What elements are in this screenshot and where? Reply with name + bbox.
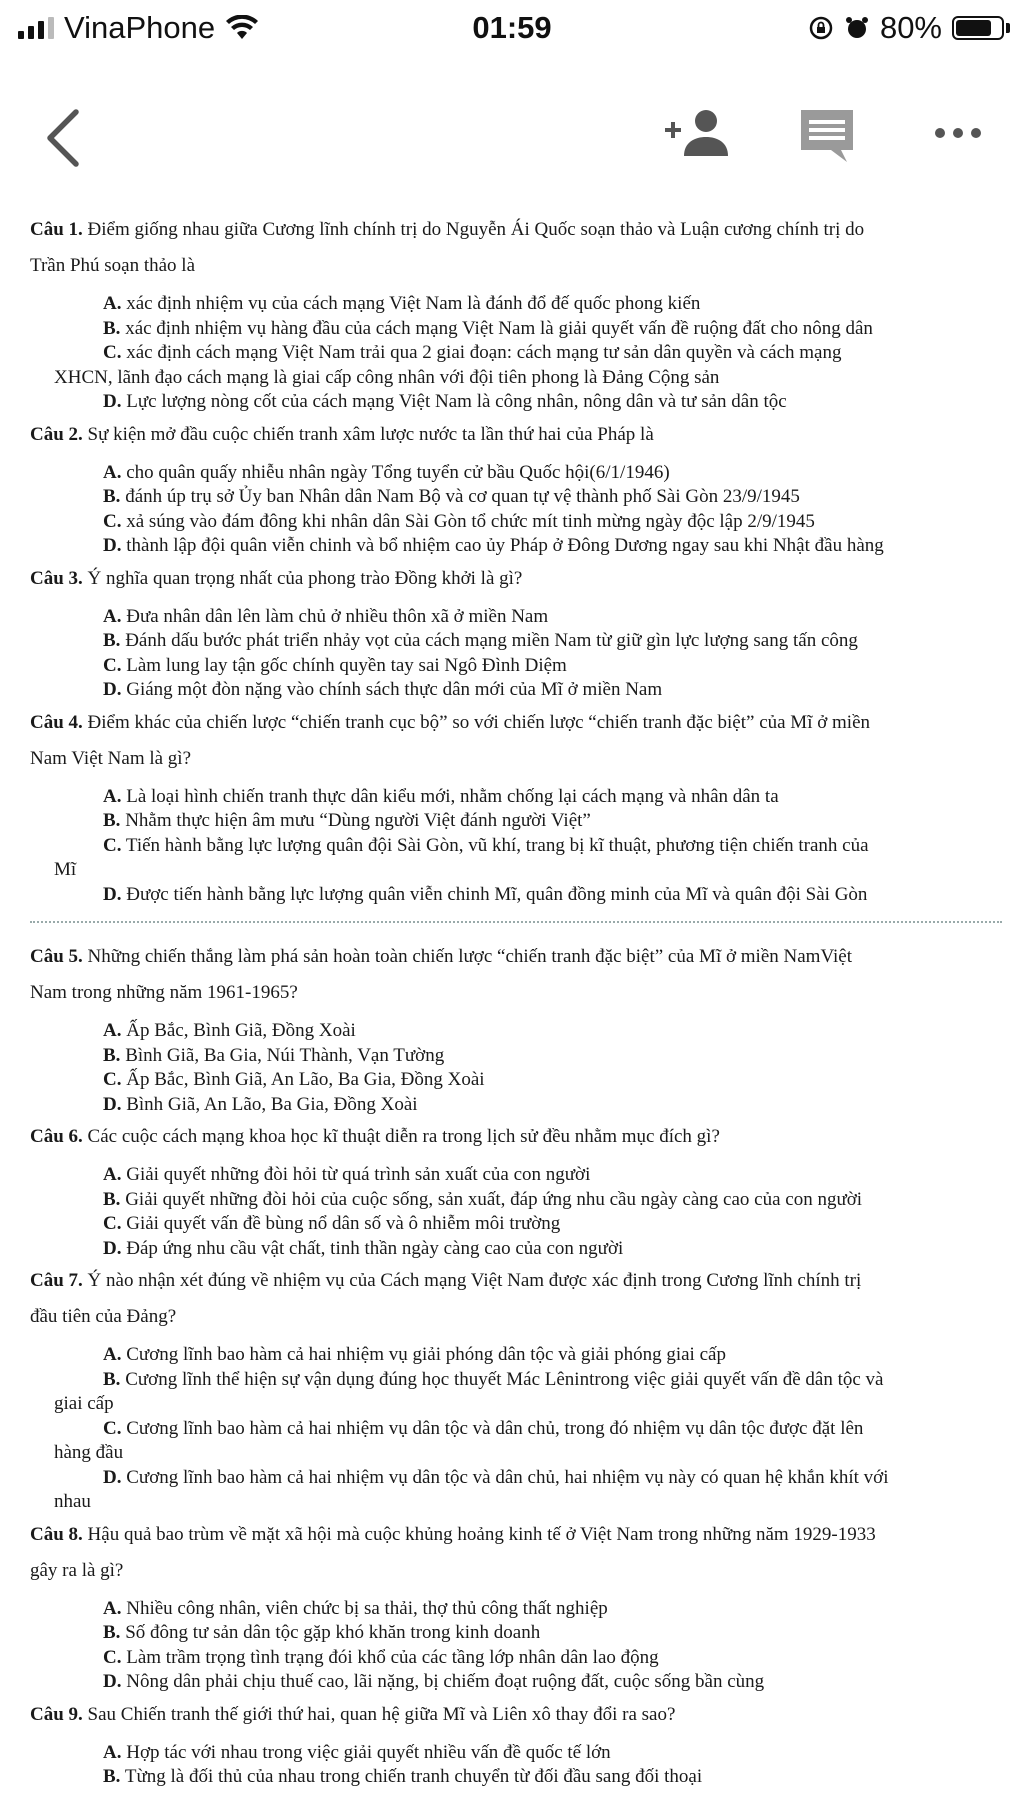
option-letter: A. bbox=[103, 1020, 122, 1041]
question-text: đầu tiên của Đảng? bbox=[30, 1306, 177, 1327]
answer-options bbox=[30, 1343, 1000, 1515]
answer-option-b bbox=[30, 1765, 1000, 1790]
option-text: Ấp Bắc, Bình Giã, Đồng Xoài bbox=[126, 1020, 356, 1041]
answer-option-d bbox=[30, 390, 1000, 415]
question-text-line bbox=[30, 218, 1000, 242]
option-text-continued: XHCN, lãnh đạo cách mạng là giai cấp công nhân với đội tiên phong là Đảng Cộng sản bbox=[54, 366, 720, 388]
option-text: Cương lĩnh bao hàm cả hai nhiệm vụ dân tộc và dân chủ, trong đó nhiệm vụ dân tộc được đặt lên bbox=[126, 1417, 864, 1439]
question-text: Hậu quả bao trùm về mặt xã hội mà cuộc khủng hoảng kinh tế ở Việt Nam trong những năm 1929-1933 bbox=[87, 1523, 876, 1545]
question-number: Câu 1. bbox=[30, 219, 83, 240]
question-text-line bbox=[30, 711, 1000, 735]
answer-option-c bbox=[30, 510, 1000, 535]
answer-option-c bbox=[30, 1068, 1000, 1093]
option-text: Được tiến hành bằng lực lượng quân viễn chinh Mĩ, quân đồng minh của Mĩ và quân đội Sài Gòn bbox=[126, 883, 868, 905]
option-text: Giải quyết vấn đề bùng nổ dân số và ô nhiễm môi trường bbox=[126, 1213, 561, 1234]
option-text: Đưa nhân dân lên làm chủ ở nhiều thôn xã ở miền Nam bbox=[126, 605, 549, 627]
battery-fill bbox=[956, 20, 991, 36]
back-button[interactable] bbox=[42, 108, 92, 168]
option-letter: B. bbox=[103, 1188, 121, 1210]
option-letter: B. bbox=[103, 1368, 121, 1390]
option-text: Ấp Bắc, Bình Giã, An Lão, Ba Gia, Đồng Xoài bbox=[126, 1069, 485, 1090]
option-letter: B. bbox=[103, 1766, 121, 1787]
battery-icon bbox=[952, 16, 1004, 40]
option-text: Giáng một đòn nặng vào chính sách thực dân mới của Mĩ ở miền Nam bbox=[126, 679, 663, 700]
document-content bbox=[30, 218, 1000, 1798]
option-text: Lực lượng nòng cốt của cách mạng Việt Nam là công nhân, nông dân và tư sản dân tộc bbox=[126, 391, 787, 412]
option-letter: D. bbox=[103, 1466, 122, 1488]
answer-option-d bbox=[30, 1237, 1000, 1262]
answer-option-b bbox=[30, 485, 1000, 510]
answer-option-a bbox=[30, 1343, 1000, 1368]
section-divider bbox=[30, 921, 1002, 923]
answer-option-a bbox=[30, 605, 1000, 630]
answer-option-c bbox=[30, 341, 1000, 390]
carrier-name: VinaPhone bbox=[64, 10, 216, 45]
option-text: Đáp ứng nhu cầu vật chất, tinh thần ngày càng cao của con người bbox=[126, 1237, 624, 1259]
answer-option-b bbox=[30, 1044, 1000, 1069]
option-text-continued: Mĩ bbox=[54, 859, 77, 880]
answer-options bbox=[30, 461, 1000, 559]
option-letter: D. bbox=[103, 1093, 122, 1115]
question-text: Nam trong những năm 1961-1965? bbox=[30, 982, 298, 1003]
question-number: Câu 8. bbox=[30, 1523, 83, 1545]
add-person-button[interactable] bbox=[664, 108, 730, 158]
option-letter: C. bbox=[103, 342, 122, 363]
answer-option-a bbox=[30, 461, 1000, 486]
option-text: xác định nhiệm vụ của cách mạng Việt Nam là đánh đổ đế quốc phong kiến bbox=[126, 293, 701, 314]
option-text: Tiến hành bằng lực lượng quân đội Sài Gòn, vũ khí, trang bị kĩ thuật, phương tiện chiến tranh của bbox=[125, 834, 869, 856]
option-text: Giải quyết những đòi hỏi của cuộc sống, sản xuất, đáp ứng nhu cầu ngày càng cao của con người bbox=[125, 1188, 863, 1210]
option-text: Hợp tác với nhau trong việc giải quyết nhiều vấn đề quốc tế lớn bbox=[126, 1741, 611, 1763]
comment-icon bbox=[797, 106, 857, 166]
question-number: Câu 7. bbox=[30, 1270, 83, 1291]
question-text: Sau Chiến tranh thế giới thứ hai, quan hệ giữa Mĩ và Liên xô thay đổi ra sao? bbox=[87, 1703, 676, 1725]
option-text: Đánh dấu bước phát triển nhảy vọt của cách mạng miền Nam từ giữ gìn lực lượng sang tấn công bbox=[125, 630, 858, 651]
more-horizontal-icon bbox=[932, 118, 984, 148]
option-text: Nhiều công nhân, viên chức bị sa thải, thợ thủ công thất nghiệp bbox=[126, 1597, 608, 1619]
question-7 bbox=[30, 1269, 1000, 1515]
answer-option-a bbox=[30, 292, 1000, 317]
option-text: xác định cách mạng Việt Nam trải qua 2 giai đoạn: cách mạng tư sản dân quyền và cách mạng bbox=[126, 342, 842, 363]
option-text: Bình Giã, Ba Gia, Núi Thành, Vạn Tường bbox=[125, 1044, 445, 1066]
option-text: Cương lĩnh thể hiện sự vận dụng đúng học thuyết Mác Lênintrong việc giải quyết vấn đề dân tộc và bbox=[125, 1368, 884, 1390]
question-8 bbox=[30, 1523, 1000, 1695]
answer-option-d bbox=[30, 1093, 1000, 1118]
option-letter: B. bbox=[103, 810, 121, 831]
option-letter: D. bbox=[103, 883, 122, 905]
option-letter: A. bbox=[103, 1741, 122, 1763]
battery-percent: 80% bbox=[879, 10, 942, 45]
question-text: Điểm khác của chiến lược “chiến tranh cục bộ” so với chiến lược “chiến tranh đặc biệt” của Mĩ ở miền bbox=[87, 711, 871, 733]
option-letter: C. bbox=[103, 1646, 122, 1668]
option-letter: D. bbox=[103, 679, 122, 700]
option-text-continued: hàng đầu bbox=[54, 1442, 124, 1463]
question-text: Các cuộc cách mạng khoa học kĩ thuật diễn ra trong lịch sử đều nhằm mục đích gì? bbox=[87, 1126, 720, 1147]
answer-option-c bbox=[30, 1212, 1000, 1237]
clock: 01:59 bbox=[472, 10, 552, 45]
question-text-line bbox=[30, 1269, 1000, 1293]
status-icons bbox=[808, 10, 1010, 46]
answer-options bbox=[30, 1019, 1000, 1117]
question-text: Những chiến thắng làm phá sản hoàn toàn chiến lược “chiến tranh đặc biệt” của Mĩ ở miền NamViệt bbox=[87, 946, 853, 967]
question-number: Câu 6. bbox=[30, 1126, 83, 1147]
option-letter: A. bbox=[103, 293, 122, 314]
status-bar bbox=[0, 0, 1024, 58]
question-number: Câu 3. bbox=[30, 567, 83, 589]
option-letter: D. bbox=[103, 391, 122, 412]
question-text-line bbox=[30, 747, 1000, 771]
option-letter: A. bbox=[103, 605, 122, 627]
question-text: Trần Phú soạn thảo là bbox=[30, 255, 196, 276]
question-number: Câu 4. bbox=[30, 711, 83, 733]
option-letter: C. bbox=[103, 654, 122, 676]
option-letter: D. bbox=[103, 1237, 122, 1259]
question-text: Ý nào nhận xét đúng về nhiệm vụ của Cách mạng Việt Nam được xác định trong Cương lĩnh chính trị bbox=[87, 1270, 862, 1291]
option-text: Cương lĩnh bao hàm cả hai nhiệm vụ giải phóng dân tộc và giải phóng giai cấp bbox=[126, 1344, 726, 1365]
option-letter: B. bbox=[103, 1622, 121, 1643]
option-letter: C. bbox=[103, 834, 122, 856]
answer-option-a bbox=[30, 1019, 1000, 1044]
question-5 bbox=[30, 945, 1000, 1117]
option-text: Số đông tư sản dân tộc gặp khó khăn trong kinh doanh bbox=[125, 1622, 541, 1643]
answer-option-d bbox=[30, 1466, 1000, 1515]
question-text: gây ra là gì? bbox=[30, 1559, 124, 1581]
question-text: Sự kiện mở đầu cuộc chiến tranh xâm lược nước ta lần thứ hai của Pháp là bbox=[87, 423, 654, 445]
answer-options bbox=[30, 785, 1000, 908]
option-letter: D. bbox=[103, 1671, 122, 1692]
add-person-icon bbox=[664, 108, 730, 158]
question-number: Câu 9. bbox=[30, 1703, 83, 1725]
answer-option-d bbox=[30, 534, 1000, 559]
option-letter: C. bbox=[103, 1213, 122, 1234]
option-letter: B. bbox=[103, 317, 121, 339]
battery-nub bbox=[1006, 23, 1010, 33]
question-text-line bbox=[30, 945, 1000, 969]
option-letter: A. bbox=[103, 1597, 122, 1619]
option-letter: A. bbox=[103, 1344, 122, 1365]
answer-option-b bbox=[30, 809, 1000, 834]
option-text: thành lập đội quân viễn chinh và bổ nhiệm cao ủy Pháp ở Đông Dương ngay sau khi Nhật đầu hàng bbox=[126, 535, 884, 556]
option-text: Từng là đối thủ của nhau trong chiến tranh chuyển từ đối đầu sang đối thoại bbox=[124, 1766, 703, 1787]
option-text: Làm trầm trọng tình trạng đói khổ của các tầng lớp nhân dân lao động bbox=[126, 1646, 659, 1668]
answer-option-d bbox=[30, 883, 1000, 908]
comment-button[interactable] bbox=[797, 106, 857, 166]
option-letter: B. bbox=[103, 486, 121, 507]
answer-option-c bbox=[30, 834, 1000, 883]
answer-option-b bbox=[30, 1188, 1000, 1213]
option-text-continued: nhau bbox=[54, 1491, 91, 1512]
question-text: Điểm giống nhau giữa Cương lĩnh chính trị do Nguyễn Ái Quốc soạn thảo và Luận cương chính trị do bbox=[87, 219, 865, 240]
option-text: Làm lung lay tận gốc chính quyền tay sai Ngô Đình Diệm bbox=[126, 654, 567, 676]
answer-option-b bbox=[30, 1621, 1000, 1646]
question-number: Câu 2. bbox=[30, 423, 83, 445]
answer-options bbox=[30, 1163, 1000, 1261]
option-text: Giải quyết những đòi hỏi từ quá trình sản xuất của con người bbox=[126, 1164, 591, 1185]
question-number: Câu 5. bbox=[30, 946, 83, 967]
question-text-line bbox=[30, 1523, 1000, 1547]
option-text: cho quân quấy nhiễu nhân ngày Tổng tuyển cử bầu Quốc hội(6/1/1946) bbox=[126, 461, 670, 483]
answer-option-d bbox=[30, 1670, 1000, 1695]
option-text: xả súng vào đám đông khi nhân dân Sài Gòn tổ chức mít tinh mừng ngày độc lập 2/9/1945 bbox=[126, 510, 815, 532]
option-text: Nông dân phải chịu thuế cao, lãi nặng, bị chiếm đoạt ruộng đất, cuộc sống bần cùng bbox=[126, 1671, 765, 1692]
option-letter: B. bbox=[103, 1044, 121, 1066]
question-text-line bbox=[30, 254, 1000, 278]
answer-option-c bbox=[30, 1646, 1000, 1671]
question-text-line bbox=[30, 981, 1000, 1005]
answer-option-b bbox=[30, 1368, 1000, 1417]
question-text-line bbox=[30, 567, 1000, 591]
question-1 bbox=[30, 218, 1000, 415]
answer-option-b bbox=[30, 629, 1000, 654]
option-text: Nhằm thực hiện âm mưu “Dùng người Việt đánh người Việt” bbox=[125, 810, 591, 831]
answer-options bbox=[30, 292, 1000, 415]
option-letter: A. bbox=[103, 461, 122, 483]
question-text-line bbox=[30, 1559, 1000, 1583]
answer-option-c bbox=[30, 1417, 1000, 1466]
option-text-continued: giai cấp bbox=[54, 1393, 114, 1414]
option-text: Cương lĩnh bao hàm cả hai nhiệm vụ dân tộc và dân chủ, hai nhiệm vụ này có quan hệ khắn khít với bbox=[126, 1466, 889, 1488]
option-letter: A. bbox=[103, 1164, 122, 1185]
option-text: Là loại hình chiến tranh thực dân kiểu mới, nhằm chống lại cách mạng và nhân dân ta bbox=[126, 785, 779, 807]
option-letter: A. bbox=[103, 785, 122, 807]
option-letter: C. bbox=[103, 1417, 122, 1439]
option-letter: C. bbox=[103, 510, 122, 532]
answer-options bbox=[30, 605, 1000, 703]
question-text: Ý nghĩa quan trọng nhất của phong trào Đồng khởi là gì? bbox=[87, 567, 523, 589]
option-text: Bình Giã, An Lão, Ba Gia, Đồng Xoài bbox=[126, 1093, 418, 1115]
option-letter: B. bbox=[103, 630, 121, 651]
option-text: đánh úp trụ sở Ủy ban Nhân dân Nam Bộ và cơ quan tự vệ thành phố Sài Gòn 23/9/1945 bbox=[125, 486, 800, 507]
answer-option-d bbox=[30, 678, 1000, 703]
question-text-line bbox=[30, 1305, 1000, 1329]
option-letter: C. bbox=[103, 1069, 122, 1090]
question-6 bbox=[30, 1125, 1000, 1261]
answer-option-c bbox=[30, 654, 1000, 679]
answer-options bbox=[30, 1741, 1000, 1790]
question-3 bbox=[30, 567, 1000, 703]
option-text: xác định nhiệm vụ hàng đầu của cách mạng Việt Nam là giải quyết vấn đề ruộng đất cho nông dân bbox=[125, 317, 873, 339]
answer-option-a bbox=[30, 1597, 1000, 1622]
question-text-line bbox=[30, 1125, 1000, 1149]
more-button[interactable] bbox=[932, 118, 984, 148]
question-4 bbox=[30, 711, 1000, 908]
chevron-left-icon bbox=[42, 108, 82, 168]
answer-option-a bbox=[30, 1163, 1000, 1188]
question-text-line bbox=[30, 423, 1000, 447]
option-letter: D. bbox=[103, 535, 122, 556]
answer-options bbox=[30, 1597, 1000, 1695]
question-text-line bbox=[30, 1703, 1000, 1727]
answer-option-b bbox=[30, 317, 1000, 342]
toolbar bbox=[0, 90, 1024, 182]
answer-option-a bbox=[30, 785, 1000, 810]
rotation-lock-icon bbox=[808, 15, 834, 41]
answer-option-a bbox=[30, 1741, 1000, 1766]
alarm-icon bbox=[844, 15, 870, 41]
question-text: Nam Việt Nam là gì? bbox=[30, 747, 192, 769]
question-2 bbox=[30, 423, 1000, 559]
question-9 bbox=[30, 1703, 1000, 1790]
